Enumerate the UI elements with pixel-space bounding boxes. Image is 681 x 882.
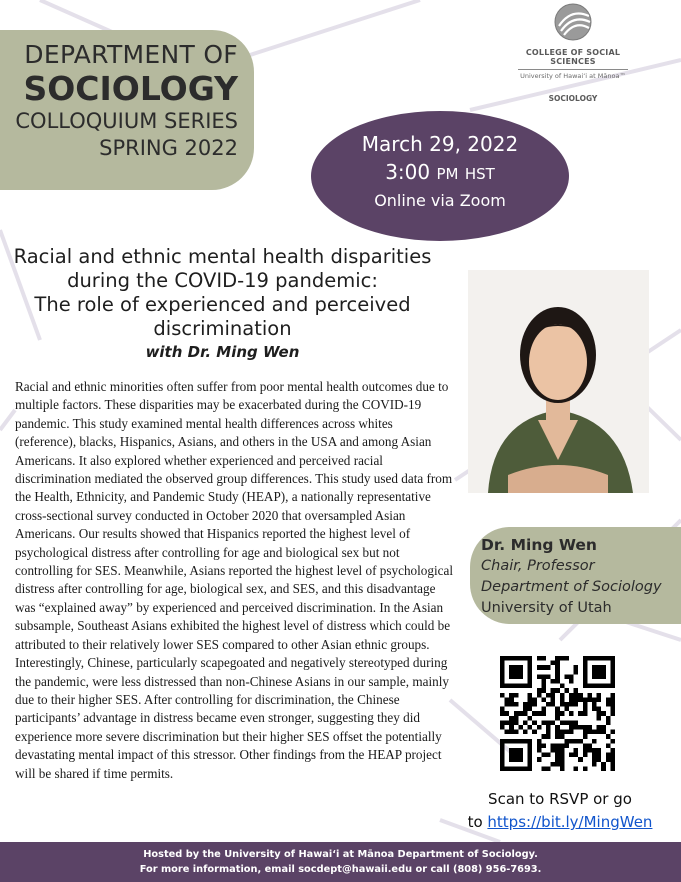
speaker-university: University of Utah [481,600,612,616]
department-banner [0,30,254,190]
talk-title-line: Racial and ethnic mental health disparities [13,245,432,268]
event-info-ellipse [311,111,569,241]
college-name: COLLEGE OF SOCIAL SCIENCES [525,48,621,66]
talk-title-line: The role of experienced and perceived [34,293,411,316]
speaker-photo [468,270,649,493]
footer-host-text: Hosted by the University of Hawai‘i at Mānoa Department of Sociology. [143,849,538,860]
speaker-info-banner [470,527,681,624]
event-location: Online via Zoom [374,191,506,210]
college-divider [518,69,628,70]
event-timezone: HST [464,165,495,183]
college-logo-block [512,0,634,103]
unit-name: SOCIOLOGY [548,94,598,103]
rsvp-to: to [467,813,483,831]
speaker-portrait-image [468,270,649,493]
swirl-logo-icon [553,2,593,42]
series-name: COLLOQUIUM SERIES [15,109,238,133]
event-date: March 29, 2022 [361,132,519,156]
speaker-department: Department of Sociology [481,579,662,595]
talk-title-line: discrimination [153,317,292,340]
rsvp-qr-code[interactable] [500,656,615,771]
department-name: SOCIOLOGY [23,69,238,108]
rsvp-link-line [455,811,665,834]
rsvp-link[interactable]: https://bit.ly/MingWen [487,813,653,831]
talk-speaker-credit: with Dr. Ming Wen [145,343,300,361]
speaker-name: Dr. Ming Wen [481,536,597,554]
event-ampm: PM [436,165,459,183]
speaker-title: Chair, Professor [481,558,595,574]
talk-title [0,245,445,363]
footer-banner [0,842,681,882]
event-time-value: 3:00 [385,160,431,184]
rsvp-text: Scan to RSVP or go [488,790,632,808]
series-term: SPRING 2022 [99,136,238,160]
talk-abstract: Racial and ethnic minorities often suffer from poor mental health outcomes due to multiple factors. These disparities may be exacerbated during the COVID-19 pandemic. This study examined mental health differences across whites (reference), blacks, Hispanics, Asians, and others in the USA and among Asian Americans. It also explored whether experienced and perceived racial discrimination mediated the observed group differences. This study used data from the Health, Ethnicity, and Pandemic Study (HEAP), a nationally representative cross-sectional survey conducted in October 2020 that oversampled Asian Americans. Our results showed that Hispanics reported the highest level of psychological distress after controlling for age and biological sex but not controlling for SES. Meanwhile, Asians reported the highest level of psychological distress after controlling for age, biological sex, and SES, and this disadvantage was “explained away” by experienced and perceived discrimination. In the Asian subsample, Southeast Asians exhibited the highest level of distress which could be attributed to their relatively lower SES compared to other Asian ethnic groups. Interestingly, Chinese, particularly scapegoated and negatively stereotyped during the pandemic, were less distressed than non-Chinese Asians in our sample, mainly due to their higher SES. After controlling for discrimination, the Chinese participants’ advantage in distress became even stronger, suggesting they did experience more severe discrimination but their higher SES offset the potentially devastating mental impact of this stressor. Other findings from the HEAP project will be shared if time permits. [15,379,454,781]
event-time [311,158,569,188]
department-line: DEPARTMENT OF [24,40,238,69]
footer-contact-text: For more information, email socdept@hawaii.edu or call (808) 956-7693. [139,864,542,875]
talk-title-line: during the COVID-19 pandemic: [67,269,378,292]
university-name: University of Hawai‘i at Mānoa™ [520,72,626,80]
rsvp-instructions [455,788,665,834]
